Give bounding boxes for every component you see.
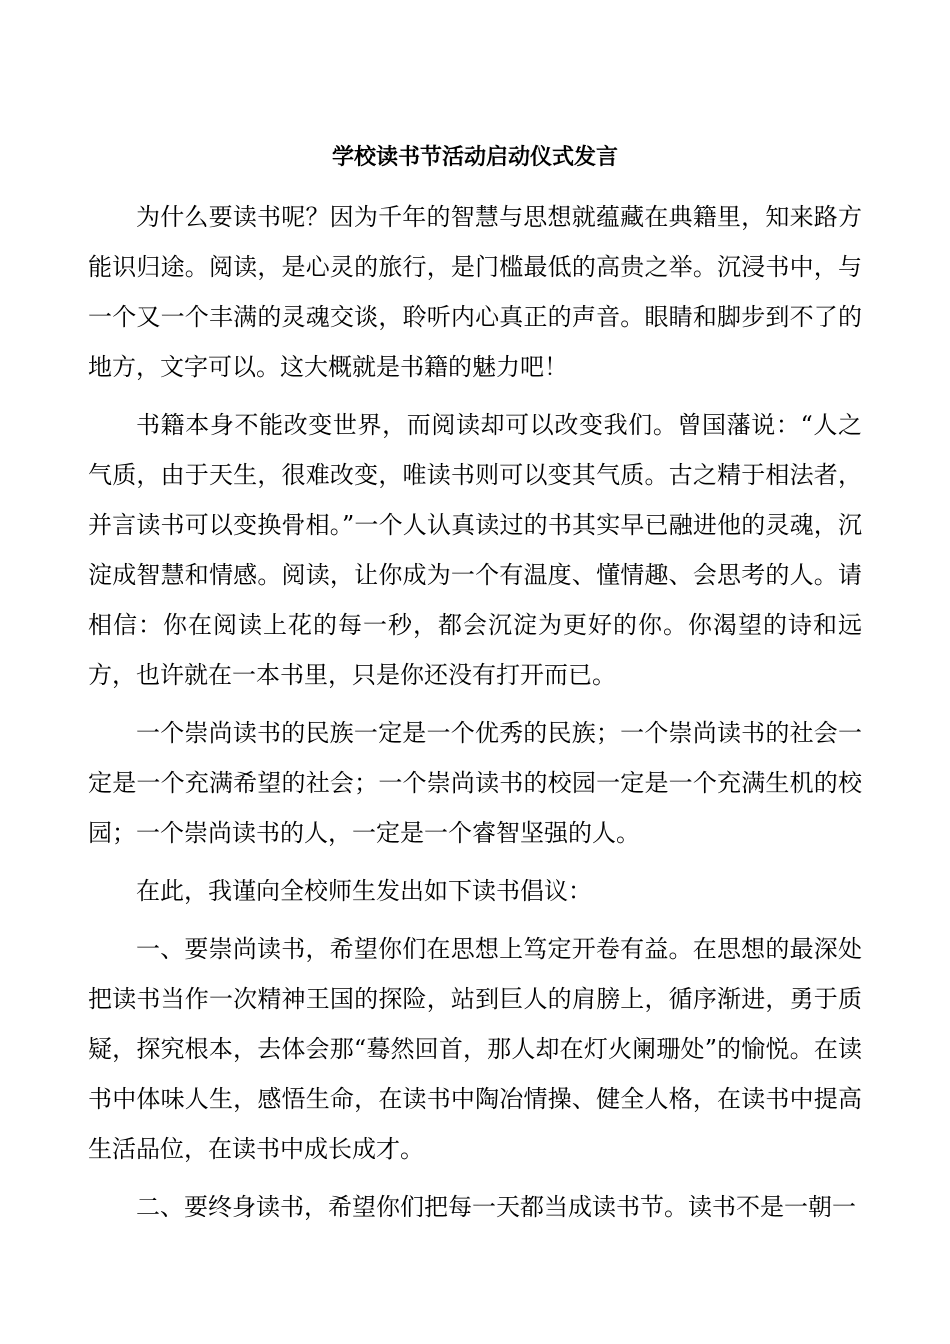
document-title: 学校读书节活动启动仪式发言 — [331, 144, 618, 170]
paragraph-proposal-one: 一、要崇尚读书，希望你们在思想上笃定开卷有益。在思想的最深处把读书当作一次精神王国的探险，站到巨人的肩膀上，循序渐进，勇于质疑，探究根本，去体会那“蓦然回首，那人却在灯火阑珊处”的愉悦。在读书中体味人生，感悟生命，在读书中陶冶情操、健全人格，在读书中提高生活品位，在读书中成长成才。 — [88, 935, 862, 1163]
paragraph-reading-nation: 一个崇尚读书的民族一定是一个优秀的民族；一个崇尚读书的社会一定是一个充满希望的社会；一个崇尚读书的校园一定是一个充满生机的校园；一个崇尚读书的人，一定是一个睿智坚强的人。 — [88, 719, 862, 847]
paragraph-proposal-two: 二、要终身读书，希望你们把每一天都当成读书节。读书不是一朝一 — [136, 1193, 856, 1221]
document-body — [88, 192, 862, 1232]
paragraph-proposal-intro: 在此，我谨向全校师生发出如下读书倡议： — [136, 877, 592, 905]
paragraph-why-read: 为什么要读书呢？因为千年的智慧与思想就蕴藏在典籍里，知来路方能识归途。阅读，是心灵的旅行，是门槛最低的高贵之举。沉浸书中，与一个又一个丰满的灵魂交谈，聆听内心真正的声音。眼睛和脚步到不了的地方，文字可以。这大概就是书籍的魅力吧！ — [88, 203, 862, 381]
paragraph-reading-changes-us: 书籍本身不能改变世界，而阅读却可以改变我们。曾国藩说：“人之气质，由于天生，很难改变，唯读书则可以变其气质。古之精于相法者，并言读书可以变换骨相。”一个人认真读过的书其实早已融进他的灵魂，沉淀成智慧和情感。阅读，让你成为一个有温度、懂情趣、会思考的人。请相信：你在阅读上花的每一秒，都会沉淀为更好的你。你渴望的诗和远方，也许就在一本书里，只是你还没有打开而已。 — [88, 411, 862, 689]
